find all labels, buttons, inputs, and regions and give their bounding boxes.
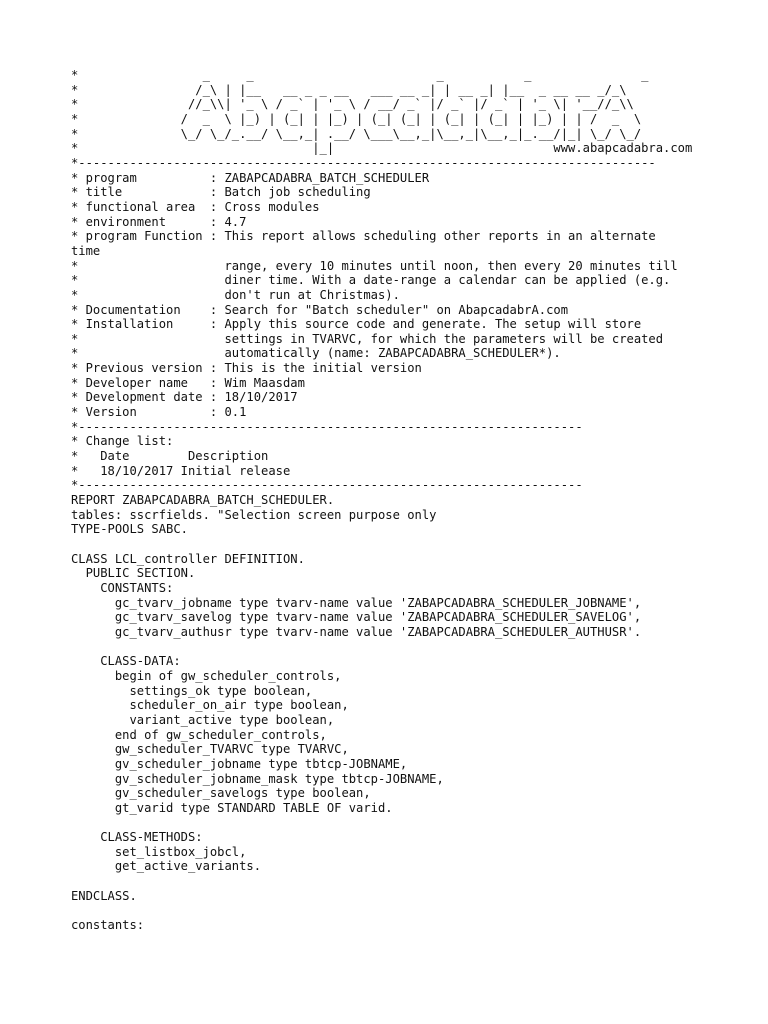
code-line: CLASS LCL_controller DEFINITION. (71, 551, 305, 566)
code-line: * automatically (name: ZABAPCADABRA_SCHEDULER*). (71, 346, 561, 361)
code-line: *--------------------------------------------------------------------- (71, 478, 583, 493)
code-line: * Change list: (71, 434, 174, 449)
code-line (71, 537, 761, 552)
code-line: * Documentation : Search for "Batch scheduler" on AbapcadabrA.com (71, 302, 569, 317)
code-line: variant_active type boolean, (71, 712, 335, 727)
code-document (71, 68, 761, 933)
code-line: gc_tvarv_savelog type tvarv-name value 'ZABAPCADABRA_SCHEDULER_SAVELOG', (71, 610, 642, 625)
code-line: tables: sscrfields. "Selection screen purpose only (71, 507, 437, 522)
code-line: time (71, 243, 101, 258)
code-line: gv_scheduler_savelogs type boolean, (71, 786, 371, 801)
code-line: scheduler_on_air type boolean, (71, 698, 349, 713)
code-line: * program : ZABAPCADABRA_BATCH_SCHEDULER (71, 170, 430, 185)
code-line: * / _ \ |_) | (_| | |_) | (_| (_| | (_| | (_| | |_) | | / _ \ (71, 111, 642, 126)
code-line: * diner time. With a date-range a calendar can be applied (e.g. (71, 273, 671, 288)
code-line: * //_\\| '_ \ / _` | '_ \ / __/ _` |/ _` |/ _` | '_ \| '__//_\\ (71, 97, 634, 112)
code-line: settings_ok type boolean, (71, 683, 313, 698)
code-line: * settings in TVARVC, for which the parameters will be created (71, 331, 664, 346)
code-line: * |_| www.abapcadabra.com (71, 141, 693, 156)
code-line: gc_tvarv_authusr type tvarv-name value 'ZABAPCADABRA_SCHEDULER_AUTHUSR'. (71, 624, 642, 639)
code-line: *--------------------------------------------------------------------- (71, 419, 583, 434)
code-line: gt_varid type STANDARD TABLE OF varid. (71, 800, 393, 815)
code-line (71, 815, 761, 830)
code-line: * functional area : Cross modules (71, 199, 320, 214)
code-line: * Previous version : This is the initial version (71, 361, 422, 376)
code-line (71, 874, 761, 889)
code-line: CLASS-METHODS: (71, 830, 203, 845)
code-line: * Developer name : Wim Maasdam (71, 375, 305, 390)
code-line: REPORT ZABAPCADABRA_BATCH_SCHEDULER. (71, 493, 335, 508)
code-line: * _ _ _ _ _ (71, 68, 656, 82)
code-line: * range, every 10 minutes until noon, then every 20 minutes till (71, 258, 678, 273)
code-line: * don't run at Christmas). (71, 287, 400, 302)
code-line: ENDCLASS. (71, 888, 137, 903)
code-line: TYPE-POOLS SABC. (71, 522, 188, 537)
code-line: CONSTANTS: (71, 580, 174, 595)
code-line: gc_tvarv_jobname type tvarv-name value 'ZABAPCADABRA_SCHEDULER_JOBNAME', (71, 595, 642, 610)
code-line: gv_scheduler_jobname_mask type tbtcp-JOBNAME, (71, 771, 444, 786)
code-line: * 18/10/2017 Initial release (71, 463, 291, 478)
code-line: * /_\ | |__ __ _ _ __ ___ __ _| | __ _| |__ _ __ __ _/_\ (71, 82, 634, 97)
code-line: * Development date : 18/10/2017 (71, 390, 298, 405)
code-line: * title : Batch job scheduling (71, 185, 371, 200)
code-line: constants: (71, 918, 145, 933)
code-line: CLASS-DATA: (71, 654, 181, 669)
code-line: set_listbox_jobcl, (71, 844, 247, 859)
code-line: * Version : 0.1 (71, 405, 247, 420)
code-line: gv_scheduler_jobname type tbtcp-JOBNAME, (71, 756, 408, 771)
code-line: * \_/ \_/_.__/ \__,_| .__/ \___\__,_|\__,_|\__,_|_.__/|_| \_/ \_/ (71, 126, 642, 141)
code-line: begin of gw_scheduler_controls, (71, 668, 342, 683)
code-line: * Date Description (71, 449, 269, 464)
code-line: * program Function : This report allows scheduling other reports in an alternate (71, 229, 656, 244)
code-line: * Installation : Apply this source code and generate. The setup will store (71, 317, 642, 332)
code-line: PUBLIC SECTION. (71, 566, 196, 581)
code-line (71, 640, 761, 655)
code-line (71, 903, 761, 918)
code-line: gw_scheduler_TVARVC type TVARVC, (71, 742, 349, 757)
code-line: * environment : 4.7 (71, 214, 247, 229)
code-line: end of gw_scheduler_controls, (71, 727, 327, 742)
code-line: *------------------------------------------------------------------------------- (71, 155, 656, 170)
code-line: get_active_variants. (71, 859, 262, 874)
